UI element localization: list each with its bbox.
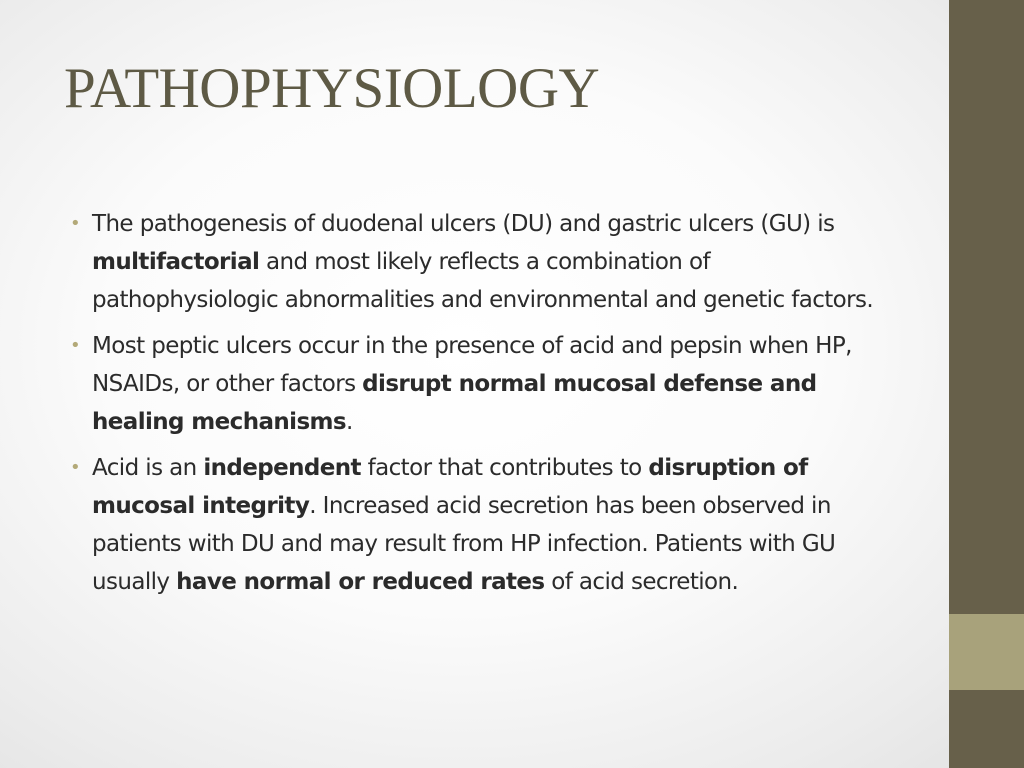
bullet-emphasis-text: have normal or reduced rates [176, 569, 545, 595]
slide-title: PATHOPHYSIOLOGY [64, 57, 600, 120]
bullet-text-segment: Acid is an [92, 455, 204, 481]
decorative-side-accent [949, 614, 1024, 690]
bullet-list [70, 205, 900, 609]
bullet-emphasis-text: disrupt normal mucosal defense and healing mechanisms [92, 371, 817, 435]
bullet-text-segment: . [346, 409, 353, 435]
bullet-emphasis-text: independent [203, 455, 361, 481]
bullet-item [70, 205, 900, 319]
bullet-text-segment: and most likely reflects a combination of pathophysiologic abnormalities and environmental and genetic factors. [92, 249, 874, 313]
bullet-text-segment: . Increased acid secretion has been observed in patients with DU and may result from HP infection. Patients with GU usually [92, 493, 836, 595]
bullet-marker-icon: • [70, 335, 81, 356]
bullet-text-segment: The pathogenesis of duodenal ulcers (DU) and gastric ulcers (GU) is [92, 211, 835, 237]
bullet-item [70, 327, 900, 441]
bullet-marker-icon: • [70, 213, 81, 234]
bullet-marker-icon: • [70, 457, 81, 478]
bullet-text-segment: Most peptic ulcers occur in the presence of acid and pepsin when HP, NSAIDs, or other factors [92, 333, 852, 397]
bullet-emphasis-text: multifactorial [92, 249, 260, 275]
bullet-emphasis-text: disruption of mucosal integrity [92, 455, 808, 519]
bullet-text-segment: of acid secretion. [544, 569, 739, 595]
bullet-text-segment: factor that contributes to [360, 455, 649, 481]
bullet-item [70, 449, 900, 601]
